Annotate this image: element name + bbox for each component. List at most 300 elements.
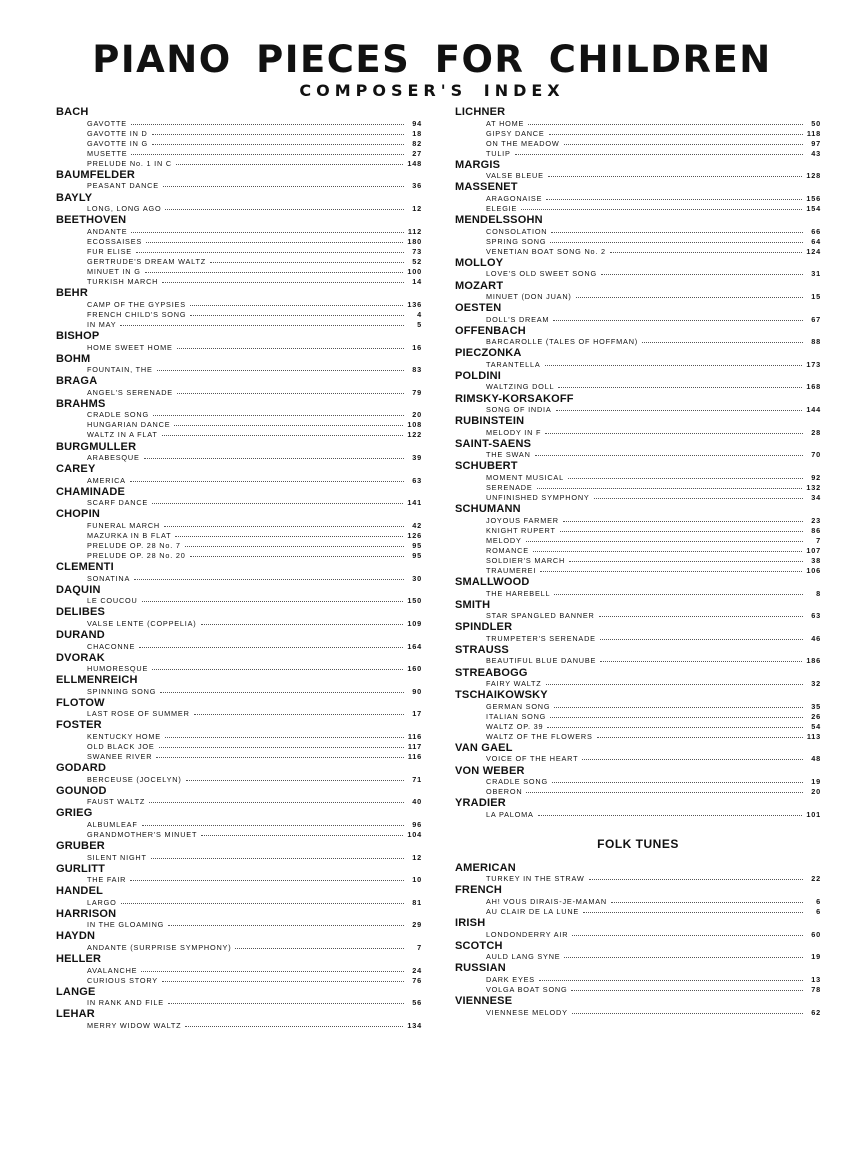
dot-leader (556, 410, 803, 411)
composer-name: MENDELSSOHN (455, 214, 543, 227)
piece-row (56, 310, 422, 320)
piece-row (455, 556, 821, 566)
piece-title: MELODY (486, 535, 522, 545)
piece-row (56, 998, 422, 1008)
page-number: 15 (811, 292, 821, 302)
page-number: 22 (811, 874, 821, 884)
piece-title: GAVOTTE (87, 118, 127, 128)
composer-name: HARRISON (56, 907, 117, 920)
dot-leader (153, 415, 404, 416)
piece-title: CONSOLATION (486, 226, 548, 236)
page-number: 66 (811, 226, 821, 236)
composer-entry (455, 439, 821, 461)
piece-row (455, 227, 821, 237)
piece-title: THE FAIR (87, 875, 127, 885)
composer-name: SPINDLER (455, 621, 513, 634)
page-number: 54 (811, 721, 821, 731)
composer-name: RUBINSTEIN (455, 415, 525, 428)
dot-leader (152, 144, 404, 145)
page-number: 108 (407, 420, 422, 430)
page-number: 136 (407, 299, 422, 309)
dot-leader (201, 624, 404, 625)
composer-name: MOLLOY (455, 256, 504, 269)
piece-row (455, 337, 821, 347)
dot-leader (157, 370, 404, 371)
dot-leader (185, 546, 404, 547)
piece-title: ARAGONAISE (486, 193, 543, 203)
dot-leader (537, 488, 803, 489)
piece-title: GERMAN SONG (486, 701, 551, 711)
page-number: 118 (806, 128, 821, 138)
piece-row (455, 810, 821, 820)
composer-name: BAYLY (56, 191, 93, 204)
page-number: 116 (407, 752, 422, 762)
piece-row (56, 709, 422, 719)
dot-leader (152, 503, 403, 504)
piece-title: LONG, LONG AGO (87, 204, 162, 214)
dot-leader (168, 1003, 404, 1004)
page-number: 81 (412, 897, 422, 907)
piece-row (56, 267, 422, 277)
page-number: 107 (806, 545, 821, 555)
piece-row (56, 119, 422, 129)
piece-title: PRELUDE OP. 28 No. 20 (87, 551, 186, 561)
dot-leader (190, 315, 404, 316)
composer-name: GOUNOD (56, 784, 107, 797)
composer-entry (56, 509, 422, 561)
dot-leader (130, 481, 404, 482)
piece-title: MINUET (DON JUAN) (486, 292, 572, 302)
piece-title: CRADLE SONG (87, 410, 149, 420)
composer-name: YRADIER (455, 797, 506, 810)
piece-title: ARABESQUE (87, 453, 140, 463)
piece-row (455, 897, 821, 907)
piece-title: LE COUCOU (87, 596, 138, 606)
piece-row (56, 277, 422, 287)
piece-title: BEAUTIFUL BLUE DANUBE (486, 656, 597, 666)
composer-entry (455, 326, 821, 348)
composer-name: DURAND (56, 629, 105, 641)
piece-title: SWANEE RIVER (87, 752, 153, 762)
composer-entry (56, 288, 422, 330)
page-number: 6 (816, 907, 821, 917)
composer-name: ELLMENREICH (56, 674, 138, 687)
piece-row (56, 596, 422, 606)
page-number: 67 (811, 314, 821, 324)
composer-name: SCHUBERT (455, 460, 518, 473)
dot-leader (149, 802, 404, 803)
page-number: 95 (412, 551, 422, 561)
page-number: 148 (407, 158, 422, 168)
composer-name: FLOTOW (56, 696, 105, 709)
dot-leader (600, 661, 802, 662)
page-number: 154 (806, 204, 821, 214)
piece-row (56, 139, 422, 149)
dot-leader (174, 425, 403, 426)
piece-title: THE SWAN (486, 450, 531, 460)
page-number: 95 (412, 541, 422, 551)
piece-title: AH! VOUS DIRAIS-JE-MAMAN (486, 896, 607, 906)
dot-leader (151, 858, 404, 859)
page-number: 43 (811, 148, 821, 158)
composer-entry (56, 763, 422, 785)
page-number: 76 (412, 975, 422, 985)
dot-leader (550, 242, 803, 243)
piece-title: FUR ELISE (87, 246, 132, 256)
dot-leader (599, 616, 803, 617)
dot-leader (597, 737, 803, 738)
dot-leader (526, 541, 803, 542)
piece-row (56, 752, 422, 762)
piece-row (455, 139, 821, 149)
piece-row (455, 930, 821, 940)
piece-title: MERRY WIDOW WALTZ (87, 1020, 182, 1030)
piece-row (455, 611, 821, 621)
piece-title: MINUET IN G (87, 267, 141, 277)
composer-entry (56, 720, 422, 762)
piece-row (455, 656, 821, 666)
page-number: 18 (412, 128, 422, 138)
page-number: 180 (407, 236, 422, 246)
dot-leader (131, 232, 403, 233)
page-number: 4 (417, 309, 422, 319)
composer-entry (56, 193, 422, 215)
piece-title: ALBUMLEAF (87, 819, 138, 829)
composer-entry (56, 607, 422, 629)
piece-title: ANGEL'S SERENADE (87, 387, 173, 397)
piece-title: MUSETTE (87, 148, 128, 158)
piece-row (56, 476, 422, 486)
piece-title: KNIGHT RUPERT (486, 525, 556, 535)
piece-row (455, 712, 821, 722)
composer-entry (455, 918, 821, 940)
piece-title: ANDANTE (87, 226, 128, 236)
piece-title: KENTUCKY HOME (87, 731, 161, 741)
dot-leader (560, 531, 803, 532)
piece-row (56, 227, 422, 237)
composer-entry (455, 885, 821, 917)
piece-title: CAMP OF THE GYPSIES (87, 299, 186, 309)
dot-leader (190, 305, 404, 306)
page-number: 24 (412, 965, 422, 975)
piece-title: AU CLAIR DE LA LUNE (486, 907, 580, 917)
page-number: 40 (412, 797, 422, 807)
page-number: 173 (806, 359, 821, 369)
piece-row (56, 853, 422, 863)
page-number: 82 (412, 138, 422, 148)
piece-title: WALTZING DOLL (486, 382, 555, 392)
piece-title: CHACONNE (87, 641, 136, 651)
piece-row (56, 976, 422, 986)
dot-leader (545, 433, 803, 434)
piece-row (455, 450, 821, 460)
composer-name: POLDINI (455, 369, 502, 382)
page-number: 104 (407, 829, 422, 839)
page-number: 83 (412, 365, 422, 375)
piece-row (455, 566, 821, 576)
composer-name: MASSENET (455, 181, 518, 194)
composer-entry (455, 690, 821, 742)
piece-title: GAVOTTE IN G (87, 138, 148, 148)
piece-row (455, 129, 821, 139)
dot-leader (551, 232, 803, 233)
piece-title: GAVOTTE IN D (87, 128, 148, 138)
composer-name: SMITH (455, 598, 491, 611)
composer-name: LEHAR (56, 1008, 95, 1021)
piece-row (455, 589, 821, 599)
composer-name: BISHOP (56, 330, 100, 342)
piece-row (455, 634, 821, 644)
piece-row (56, 1021, 422, 1031)
piece-row (56, 430, 422, 440)
piece-row (56, 320, 422, 330)
piece-row (56, 775, 422, 785)
piece-title: DARK EYES (486, 974, 535, 984)
composer-entry (56, 1009, 422, 1031)
dot-leader (168, 925, 404, 926)
composer-name: HAYDN (56, 930, 96, 943)
piece-title: ELEGIE (486, 204, 518, 214)
composer-entry (455, 416, 821, 438)
piece-title: LONDONDERRY AIR (486, 929, 569, 939)
composer-name: CAREY (56, 463, 96, 476)
page-number: 14 (412, 277, 422, 287)
piece-title: VENETIAN BOAT SONG No. 2 (486, 246, 606, 256)
piece-title: HOME SWEET HOME (87, 342, 173, 352)
dot-leader (601, 274, 803, 275)
composer-name: AMERICAN (455, 861, 516, 874)
piece-title: IN RANK AND FILE (87, 998, 164, 1008)
composer-name: BRAGA (56, 375, 98, 388)
dot-leader (572, 1013, 803, 1014)
dot-leader (162, 282, 404, 283)
page-number: 88 (811, 337, 821, 347)
composer-entry (56, 215, 422, 287)
page-number: 12 (412, 204, 422, 214)
piece-title: VIENNESE MELODY (486, 1007, 568, 1017)
piece-row (455, 754, 821, 764)
dot-leader (186, 780, 404, 781)
piece-title: TRUMPETER'S SERENADE (486, 633, 596, 643)
piece-title: LARGO (87, 897, 117, 907)
piece-title: IN THE GLOAMING (87, 920, 165, 930)
composer-entry (455, 963, 821, 995)
piece-title: BERCEUSE (JOCELYN) (87, 774, 182, 784)
piece-row (455, 526, 821, 536)
piece-row (56, 181, 422, 191)
composer-entry (455, 996, 821, 1018)
composer-name: GRUBER (56, 840, 105, 853)
page-number: 70 (811, 450, 821, 460)
piece-title: FOUNTAIN, THE (87, 365, 153, 375)
page-number: 29 (412, 920, 422, 930)
piece-title: SILENT NIGHT (87, 852, 147, 862)
dot-leader (538, 815, 803, 816)
piece-row (455, 360, 821, 370)
folk-tunes-heading: FOLK TUNES (597, 836, 679, 851)
page-number: 100 (407, 267, 422, 277)
piece-row (56, 742, 422, 752)
piece-row (455, 722, 821, 732)
page-number: 62 (811, 1007, 821, 1017)
composer-entry (455, 798, 821, 820)
page-number: 92 (811, 472, 821, 482)
composer-entry (56, 841, 422, 863)
piece-title: AULD LANG SYNE (486, 952, 561, 962)
dot-leader (553, 320, 803, 321)
dot-leader (545, 365, 803, 366)
composer-name: TSCHAIKOWSKY (455, 689, 548, 702)
piece-title: SERENADE (486, 482, 533, 492)
piece-row (455, 975, 821, 985)
dot-leader (185, 1026, 403, 1027)
page-number: 27 (412, 148, 422, 158)
piece-row (455, 907, 821, 917)
right-index-column (455, 107, 821, 1019)
piece-title: AT HOME (486, 118, 525, 128)
piece-row (455, 149, 821, 159)
dot-leader (549, 134, 803, 135)
composer-entry (56, 399, 422, 441)
page-number: 20 (811, 787, 821, 797)
dot-leader (176, 164, 403, 165)
piece-title: HUNGARIAN DANCE (87, 420, 171, 430)
piece-row (455, 247, 821, 257)
piece-row (56, 920, 422, 930)
composer-name: DELIBES (56, 606, 106, 619)
dot-leader (583, 912, 803, 913)
dot-leader (564, 957, 803, 958)
dot-leader (130, 880, 404, 881)
page-number: 112 (407, 226, 422, 236)
piece-title: AMERICA (87, 475, 126, 485)
piece-title: GERTRUDE'S DREAM WALTZ (87, 256, 206, 266)
piece-row (56, 820, 422, 830)
piece-title: TURKISH MARCH (87, 277, 159, 287)
composer-entry (56, 886, 422, 908)
dot-leader (533, 551, 803, 552)
piece-title: IN MAY (87, 319, 117, 329)
dot-leader (554, 594, 803, 595)
piece-row (56, 531, 422, 541)
piece-title: CURIOUS STORY (87, 975, 158, 985)
dot-leader (611, 902, 803, 903)
dot-leader (582, 759, 803, 760)
composer-name: BACH (56, 106, 89, 118)
page-number: 186 (806, 656, 821, 666)
dot-leader (201, 835, 403, 836)
piece-title: SPRING SONG (486, 236, 547, 246)
page-number: 42 (412, 520, 422, 530)
piece-row (56, 551, 422, 561)
composer-name: MOZART (455, 279, 504, 292)
composer-name: LICHNER (455, 106, 506, 118)
dot-leader (564, 144, 803, 145)
composer-name: BEETHOVEN (56, 214, 127, 227)
page-number: 19 (811, 777, 821, 787)
dot-leader (152, 134, 404, 135)
composer-entry (455, 371, 821, 393)
dot-leader (175, 536, 403, 537)
page-number: 8 (816, 588, 821, 598)
composer-entry (56, 675, 422, 697)
piece-title: LA PALOMA (486, 809, 534, 819)
dot-leader (515, 154, 803, 155)
piece-title: TRAUMEREI (486, 566, 537, 576)
piece-row (56, 875, 422, 885)
dot-leader (165, 209, 404, 210)
dot-leader (159, 747, 404, 748)
page-number: 7 (816, 535, 821, 545)
page-number: 6 (816, 896, 821, 906)
piece-row (455, 702, 821, 712)
composer-entry (455, 766, 821, 798)
piece-row (56, 343, 422, 353)
dot-leader (526, 792, 803, 793)
page-number: 126 (407, 530, 422, 540)
piece-row (455, 204, 821, 214)
composer-entry (56, 585, 422, 607)
composer-entry (455, 622, 821, 644)
piece-row (455, 171, 821, 181)
piece-title: FRENCH CHILD'S SONG (87, 309, 187, 319)
composer-name: DVORAK (56, 651, 105, 664)
page-number: 128 (806, 171, 821, 181)
page-number: 32 (811, 679, 821, 688)
dot-leader (569, 561, 803, 562)
dot-leader (610, 252, 803, 253)
piece-row (455, 315, 821, 325)
dot-leader (548, 176, 803, 177)
page-number: 52 (412, 256, 422, 266)
page-number: 10 (412, 875, 422, 885)
piece-title: PRELUDE No. 1 IN C (87, 158, 172, 168)
piece-title: ON THE MEADOW (486, 138, 560, 148)
composer-entry (455, 281, 821, 303)
piece-title: ECOSSAISES (87, 236, 143, 246)
piece-row (455, 382, 821, 392)
page-number: 97 (811, 138, 821, 148)
piece-title: SONG OF INDIA (486, 405, 552, 414)
dot-leader (165, 737, 404, 738)
piece-title: SOLDIER'S MARCH (486, 555, 566, 565)
dot-leader (535, 455, 803, 456)
composer-entry (455, 600, 821, 622)
composer-name: VIENNESE (455, 995, 513, 1007)
composer-name: BURGMULLER (56, 440, 137, 453)
piece-row (455, 493, 821, 503)
piece-row (455, 516, 821, 526)
page-number: 156 (806, 193, 821, 203)
piece-title: PRELUDE OP. 28 No. 7 (87, 541, 181, 551)
composer-name: VAN GAEL (455, 741, 513, 754)
dot-leader (235, 948, 404, 949)
page-number: 36 (412, 181, 422, 191)
dot-leader (642, 342, 803, 343)
piece-title: FAIRY WALTZ (486, 679, 542, 688)
dot-leader (194, 714, 404, 715)
dot-leader (550, 717, 803, 718)
folk-tunes-list (455, 863, 821, 1018)
piece-title: THE HAREBELL (486, 588, 551, 598)
composer-name: BOHM (56, 352, 91, 365)
piece-title: VALSE BLEUE (486, 171, 544, 181)
composer-entry (56, 331, 422, 353)
composer-name: HELLER (56, 953, 102, 965)
page-number: 28 (811, 427, 821, 437)
page-number: 16 (412, 342, 422, 352)
page-number: 63 (811, 611, 821, 621)
